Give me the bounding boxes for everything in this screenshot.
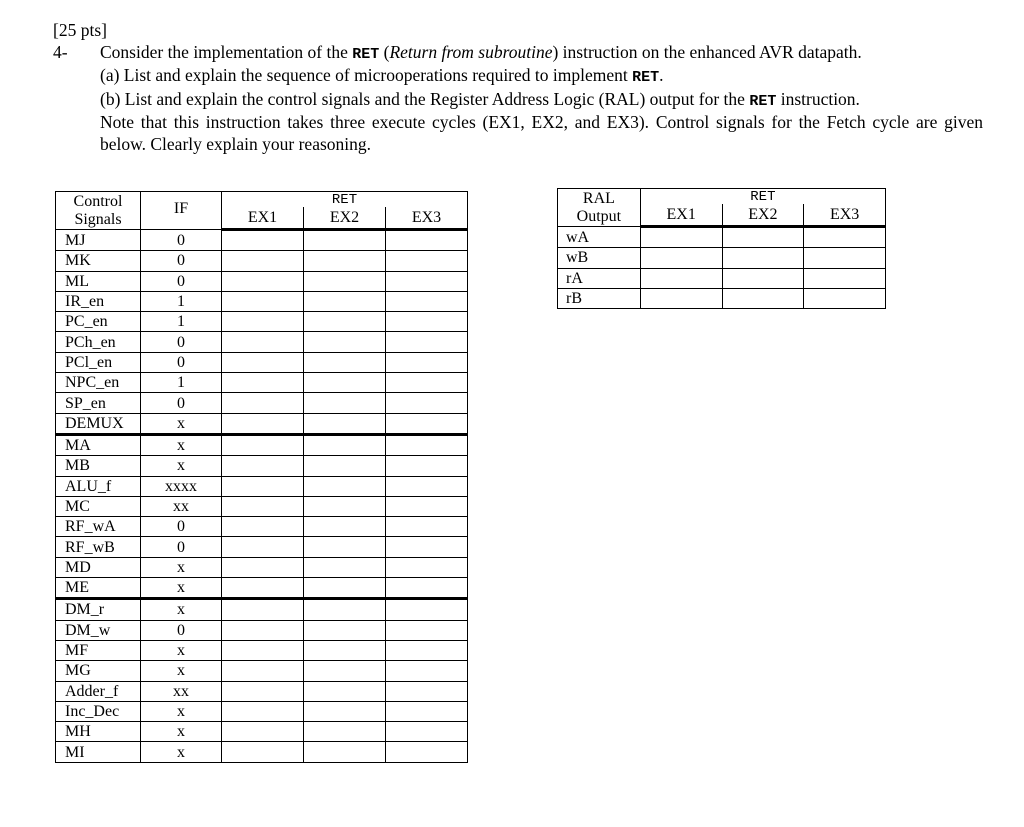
answer-cell-ex2 — [304, 599, 386, 620]
table-row — [56, 578, 468, 599]
signal-name: PC_en — [56, 312, 141, 332]
table-row — [56, 373, 468, 393]
table-row — [56, 661, 468, 681]
answer-cell-ex1 — [222, 456, 304, 476]
table-row — [56, 722, 468, 742]
answer-cell-ex3 — [386, 620, 468, 640]
header-control-line1: Control — [73, 193, 123, 210]
answer-cell-ex3 — [386, 701, 468, 721]
signal-name: PCh_en — [56, 332, 141, 352]
intro-text-post: ) instruction on the enhanced AVR datapath. — [552, 41, 862, 62]
ral-answer-cell-ex1 — [640, 288, 722, 308]
answer-cell-ex3 — [386, 599, 468, 620]
ral-answer-cell-ex3 — [804, 268, 886, 288]
header-ret-spacer-1 — [222, 192, 304, 208]
answer-cell-ex1 — [222, 251, 304, 271]
header-ral-output — [558, 189, 641, 227]
table-row — [56, 537, 468, 557]
answer-cell-ex2 — [304, 742, 386, 762]
signal-name: MG — [56, 661, 141, 681]
ral-output-name: wA — [558, 227, 641, 248]
intro-code: RET — [352, 45, 380, 63]
answer-cell-ex2 — [304, 578, 386, 599]
ral-row — [558, 268, 886, 288]
table-row — [56, 640, 468, 660]
signal-name: MF — [56, 640, 141, 660]
if-value: 0 — [141, 230, 222, 251]
table-row — [56, 413, 468, 434]
intro-text-pre: Consider the implementation of the — [100, 41, 353, 62]
answer-cell-ex2 — [304, 681, 386, 701]
signal-name: MC — [56, 496, 141, 516]
answer-cell-ex2 — [304, 557, 386, 577]
table-row — [56, 496, 468, 516]
answer-cell-ex3 — [386, 373, 468, 393]
if-value: 0 — [141, 271, 222, 291]
if-value: xxxx — [141, 476, 222, 496]
header-ex3: EX3 — [386, 207, 468, 229]
header-ret-spacer-2 — [386, 192, 468, 208]
answer-cell-ex2 — [304, 251, 386, 271]
question-number: 4- — [53, 41, 68, 62]
ral-output-table — [557, 188, 886, 309]
table-row — [56, 620, 468, 640]
if-value: xx — [141, 681, 222, 701]
answer-cell-ex3 — [386, 312, 468, 332]
if-value: x — [141, 722, 222, 742]
if-value: x — [141, 557, 222, 577]
answer-cell-ex3 — [386, 251, 468, 271]
intro-italic: Return from subroutine — [389, 41, 553, 62]
signal-name: MI — [56, 742, 141, 762]
ral-answer-cell-ex1 — [640, 248, 722, 268]
answer-cell-ex1 — [222, 230, 304, 251]
ral-row — [558, 248, 886, 268]
if-value: x — [141, 701, 222, 721]
answer-cell-ex3 — [386, 352, 468, 372]
signal-name: DEMUX — [56, 413, 141, 434]
answer-cell-ex1 — [222, 640, 304, 660]
answer-cell-ex1 — [222, 434, 304, 455]
header-ret: RET — [304, 192, 386, 208]
answer-cell-ex2 — [304, 312, 386, 332]
answer-cell-ex1 — [222, 742, 304, 762]
if-value: x — [141, 661, 222, 681]
table-row — [56, 456, 468, 476]
ral-answer-cell-ex2 — [722, 268, 804, 288]
ral-output-name: wB — [558, 248, 641, 268]
if-value: 0 — [141, 517, 222, 537]
ral-answer-cell-ex3 — [804, 227, 886, 248]
ral-answer-cell-ex2 — [722, 227, 804, 248]
question-line — [53, 42, 983, 66]
answer-cell-ex3 — [386, 722, 468, 742]
table-row — [56, 332, 468, 352]
answer-cell-ex3 — [386, 413, 468, 434]
if-value: x — [141, 578, 222, 599]
signal-name: MK — [56, 251, 141, 271]
answer-cell-ex2 — [304, 722, 386, 742]
table-row — [56, 557, 468, 577]
table-row — [56, 312, 468, 332]
signal-name: ME — [56, 578, 141, 599]
answer-cell-ex2 — [304, 413, 386, 434]
answer-cell-ex2 — [304, 332, 386, 352]
part-a-code: RET — [632, 69, 660, 86]
answer-cell-ex2 — [304, 661, 386, 681]
if-value: 0 — [141, 332, 222, 352]
answer-cell-ex1 — [222, 620, 304, 640]
if-value: 1 — [141, 291, 222, 311]
answer-cell-ex1 — [222, 701, 304, 721]
signal-name: MH — [56, 722, 141, 742]
table-row — [56, 476, 468, 496]
signal-name: Adder_f — [56, 681, 141, 701]
part-a — [53, 65, 983, 89]
if-value: 1 — [141, 373, 222, 393]
if-value: x — [141, 456, 222, 476]
answer-cell-ex3 — [386, 517, 468, 537]
ral-output-name: rA — [558, 268, 641, 288]
if-value: 0 — [141, 620, 222, 640]
answer-cell-ex3 — [386, 476, 468, 496]
answer-cell-ex1 — [222, 393, 304, 413]
answer-cell-ex1 — [222, 373, 304, 393]
answer-cell-ex1 — [222, 413, 304, 434]
if-value: xx — [141, 496, 222, 516]
answer-cell-ex2 — [304, 537, 386, 557]
answer-cell-ex1 — [222, 517, 304, 537]
answer-cell-ex2 — [304, 517, 386, 537]
answer-cell-ex2 — [304, 640, 386, 660]
part-b-post: instruction. — [776, 88, 860, 109]
part-b — [53, 89, 983, 113]
answer-cell-ex3 — [386, 681, 468, 701]
answer-cell-ex3 — [386, 661, 468, 681]
answer-cell-ex1 — [222, 332, 304, 352]
signal-name: MD — [56, 557, 141, 577]
answer-cell-ex2 — [304, 393, 386, 413]
signal-name: DM_w — [56, 620, 141, 640]
signal-name: Inc_Dec — [56, 701, 141, 721]
table-row — [56, 291, 468, 311]
answer-cell-ex1 — [222, 557, 304, 577]
answer-cell-ex3 — [386, 640, 468, 660]
header-ex2: EX2 — [304, 207, 386, 229]
answer-cell-ex2 — [304, 701, 386, 721]
if-value: 0 — [141, 537, 222, 557]
table-row — [56, 352, 468, 372]
ral-header-ret-spacer-1 — [640, 189, 722, 205]
signal-name: ALU_f — [56, 476, 141, 496]
header-ex1: EX1 — [222, 207, 304, 229]
question-intro — [100, 42, 862, 66]
signal-name: MB — [56, 456, 141, 476]
table-row — [56, 517, 468, 537]
signal-name: MJ — [56, 230, 141, 251]
answer-cell-ex1 — [222, 599, 304, 620]
table-row — [56, 271, 468, 291]
answer-cell-ex3 — [386, 496, 468, 516]
signal-name: RF_wB — [56, 537, 141, 557]
answer-cell-ex3 — [386, 291, 468, 311]
if-value: x — [141, 640, 222, 660]
answer-cell-ex1 — [222, 681, 304, 701]
if-value: 0 — [141, 393, 222, 413]
ral-answer-cell-ex1 — [640, 268, 722, 288]
if-value: 0 — [141, 352, 222, 372]
table-row — [56, 742, 468, 762]
header-ral-line2: Output — [576, 208, 622, 225]
if-value: 0 — [141, 251, 222, 271]
ral-answer-cell-ex3 — [804, 288, 886, 308]
answer-cell-ex3 — [386, 456, 468, 476]
answer-cell-ex3 — [386, 230, 468, 251]
ral-answer-cell-ex1 — [640, 227, 722, 248]
answer-cell-ex1 — [222, 271, 304, 291]
part-b-code: RET — [749, 92, 777, 110]
answer-cell-ex2 — [304, 434, 386, 455]
ral-header-ret-spacer-2 — [804, 189, 886, 205]
answer-cell-ex3 — [386, 332, 468, 352]
signal-name: ML — [56, 271, 141, 291]
part-a-post: . — [659, 65, 664, 85]
ral-header-ex2: EX2 — [722, 204, 804, 226]
answer-cell-ex3 — [386, 557, 468, 577]
ral-header-ex1: EX1 — [640, 204, 722, 226]
answer-cell-ex3 — [386, 271, 468, 291]
ral-row — [558, 227, 886, 248]
answer-cell-ex1 — [222, 476, 304, 496]
points-label: [25 pts] — [53, 20, 107, 40]
answer-cell-ex2 — [304, 476, 386, 496]
signal-name: IR_en — [56, 291, 141, 311]
signal-name: PCl_en — [56, 352, 141, 372]
answer-cell-ex1 — [222, 291, 304, 311]
if-value: x — [141, 742, 222, 762]
intro-text-mid: ( — [379, 41, 390, 62]
signal-name: MA — [56, 434, 141, 455]
if-value: x — [141, 434, 222, 455]
answer-cell-ex3 — [386, 393, 468, 413]
answer-cell-ex2 — [304, 496, 386, 516]
answer-cell-ex3 — [386, 578, 468, 599]
if-value: x — [141, 599, 222, 620]
answer-cell-ex2 — [304, 291, 386, 311]
answer-cell-ex2 — [304, 620, 386, 640]
ral-header-ret: RET — [722, 189, 804, 205]
answer-cell-ex1 — [222, 661, 304, 681]
answer-cell-ex2 — [304, 456, 386, 476]
signal-name: SP_en — [56, 393, 141, 413]
ral-answer-cell-ex3 — [804, 248, 886, 268]
if-value: x — [141, 413, 222, 434]
answer-cell-ex2 — [304, 230, 386, 251]
table-row — [56, 434, 468, 455]
answer-cell-ex2 — [304, 373, 386, 393]
answer-cell-ex3 — [386, 742, 468, 762]
answer-cell-ex1 — [222, 537, 304, 557]
table-row — [56, 599, 468, 620]
header-if: IF — [141, 192, 222, 230]
table-row — [56, 393, 468, 413]
part-b-text: (b) List and explain the control signals and the Register Address Logic (RAL) output for the — [100, 88, 750, 109]
signal-name: DM_r — [56, 599, 141, 620]
ral-answer-cell-ex2 — [722, 288, 804, 308]
part-a-text: (a) List and explain the sequence of microoperations required to implement — [100, 65, 633, 85]
ral-header-ex3: EX3 — [804, 204, 886, 226]
answer-cell-ex3 — [386, 434, 468, 455]
signal-name: RF_wA — [56, 517, 141, 537]
answer-cell-ex2 — [304, 352, 386, 372]
header-control-line2: Signals — [74, 211, 122, 228]
table-row — [56, 230, 468, 251]
answer-cell-ex1 — [222, 722, 304, 742]
ral-row — [558, 288, 886, 308]
ral-output-name: rB — [558, 288, 641, 308]
answer-cell-ex1 — [222, 352, 304, 372]
table-row — [56, 681, 468, 701]
answer-cell-ex2 — [304, 271, 386, 291]
table-row — [56, 251, 468, 271]
table-row — [56, 701, 468, 721]
if-value: 1 — [141, 312, 222, 332]
signal-name: NPC_en — [56, 373, 141, 393]
answer-cell-ex3 — [386, 537, 468, 557]
header-control-signals — [56, 192, 141, 230]
problem-statement — [53, 20, 983, 155]
control-signals-table — [55, 191, 468, 763]
answer-cell-ex1 — [222, 496, 304, 516]
note-text: Note that this instruction takes three execute cycles (EX1, EX2, and EX3). Control signals for the Fetch cycle are given below. Clearly explain your reasoning. — [100, 112, 983, 154]
ral-answer-cell-ex2 — [722, 248, 804, 268]
answer-cell-ex1 — [222, 312, 304, 332]
answer-cell-ex1 — [222, 578, 304, 599]
header-ral-line1: RAL — [582, 190, 615, 207]
